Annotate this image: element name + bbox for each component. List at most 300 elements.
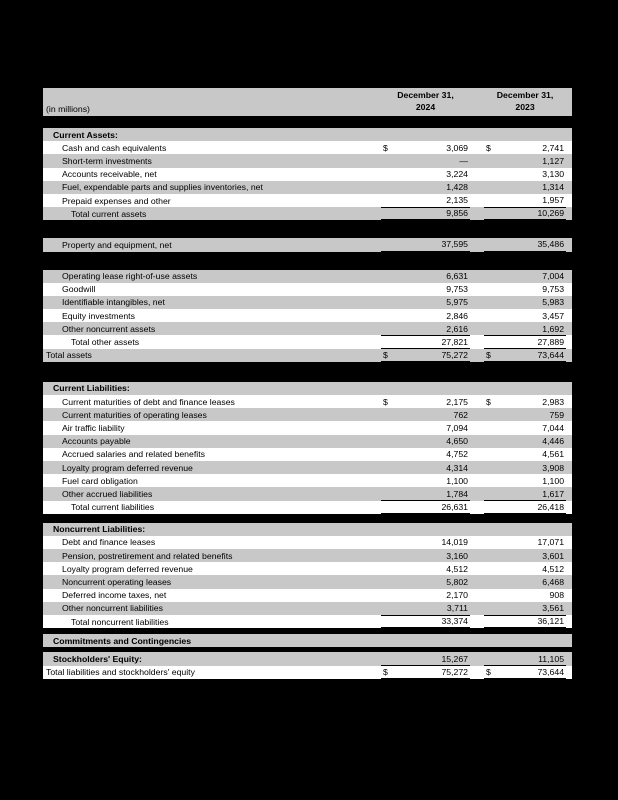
dollar-sign-2024 [381, 536, 397, 549]
row-right-pad [566, 652, 572, 665]
dollar-sign-2024 [381, 194, 397, 207]
column-gap [470, 154, 484, 167]
value-2023: 10,269 [500, 207, 566, 220]
value-2023: 7,004 [500, 270, 566, 283]
block-gap [43, 116, 572, 128]
table-row [43, 549, 572, 562]
column-gap [470, 562, 484, 575]
row-right-pad [566, 194, 572, 207]
value-2024: 6,631 [397, 270, 470, 283]
row-right-pad [566, 181, 572, 194]
column-header-2024-line2: 2024 [415, 101, 436, 112]
column-gap [470, 382, 484, 395]
table-row [43, 652, 572, 665]
value-2023: 35,486 [500, 238, 566, 251]
row-label: Operating lease right-of-use assets [43, 270, 381, 283]
table-row [43, 382, 572, 395]
row-right-pad [566, 634, 572, 647]
row-label: Noncurrent Liabilities: [43, 523, 381, 536]
table-row [43, 487, 572, 500]
row-right-pad [566, 589, 572, 602]
value-2023: 3,457 [500, 309, 566, 322]
dollar-sign-2024 [381, 562, 397, 575]
value-2023: 1,692 [500, 322, 566, 335]
dollar-sign-2023: $ [484, 666, 500, 679]
row-right-pad [566, 421, 572, 434]
column-gap [470, 322, 484, 335]
row-label: Total noncurrent liabilities [43, 615, 381, 628]
dollar-sign-2024 [381, 128, 397, 141]
value-2023 [500, 523, 566, 536]
dollar-sign-2023 [484, 238, 500, 251]
value-2024: 1,428 [397, 181, 470, 194]
column-gap [470, 207, 484, 220]
column-gap [470, 408, 484, 421]
value-2023: 4,561 [500, 448, 566, 461]
value-2024: 3,224 [397, 168, 470, 181]
value-2024: 75,272 [397, 349, 470, 362]
value-2024: 2,175 [397, 395, 470, 408]
row-label: Current maturities of debt and finance leases [43, 395, 381, 408]
dollar-sign-2023 [484, 549, 500, 562]
row-label: Accounts payable [43, 435, 381, 448]
balance-sheet-table [43, 88, 572, 680]
row-label: Accounts receivable, net [43, 168, 381, 181]
block-gap-cell [43, 116, 572, 128]
value-2023: 1,957 [500, 194, 566, 207]
dollar-sign-2024 [381, 615, 397, 628]
value-2023 [500, 634, 566, 647]
column-gap [470, 549, 484, 562]
table-row [43, 615, 572, 628]
table-row [43, 335, 572, 348]
value-2024: 4,752 [397, 448, 470, 461]
value-2024: 5,802 [397, 575, 470, 588]
row-label: Debt and finance leases [43, 536, 381, 549]
column-header-2023-line2: 2023 [515, 101, 535, 112]
row-right-pad [566, 523, 572, 536]
table-row [43, 589, 572, 602]
value-2023: 17,071 [500, 536, 566, 549]
table-row [43, 181, 572, 194]
row-right-pad [566, 154, 572, 167]
row-label: Total current assets [43, 207, 381, 220]
value-2023: 7,044 [500, 421, 566, 434]
row-label: Noncurrent operating leases [43, 575, 381, 588]
value-2023: 2,983 [500, 395, 566, 408]
dollar-sign-2023 [484, 448, 500, 461]
dollar-sign-2023 [484, 335, 500, 348]
column-gap [470, 448, 484, 461]
value-2023: 1,100 [500, 474, 566, 487]
table-row [43, 270, 572, 283]
row-label: Total current liabilities [43, 501, 381, 514]
table-row [43, 634, 572, 647]
column-gap [470, 501, 484, 514]
value-2023: 3,601 [500, 549, 566, 562]
header-row [43, 88, 572, 116]
value-2024: 4,650 [397, 435, 470, 448]
column-gap [470, 615, 484, 628]
column-gap [470, 395, 484, 408]
column-gap [470, 666, 484, 679]
value-2024: 2,170 [397, 589, 470, 602]
column-gap [470, 634, 484, 647]
value-2024: 2,846 [397, 309, 470, 322]
row-label: Loyalty program deferred revenue [43, 461, 381, 474]
dollar-sign-2023 [484, 501, 500, 514]
block-gap-cell [43, 514, 572, 523]
value-2024 [397, 128, 470, 141]
value-2023: 3,908 [500, 461, 566, 474]
dollar-sign-2024: $ [381, 395, 397, 408]
table-row [43, 501, 572, 514]
value-2024: 4,512 [397, 562, 470, 575]
dollar-sign-2023 [484, 154, 500, 167]
dollar-sign-2023 [484, 322, 500, 335]
row-right-pad [566, 309, 572, 322]
block-gap-cell [43, 362, 572, 382]
row-label: Current Assets: [43, 128, 381, 141]
table-row [43, 575, 572, 588]
value-2024: — [397, 154, 470, 167]
table-row [43, 474, 572, 487]
dollar-sign-2024 [381, 238, 397, 251]
dollar-sign-2023: $ [484, 141, 500, 154]
dollar-sign-2024 [381, 382, 397, 395]
value-2024: 75,272 [397, 666, 470, 679]
value-2024: 33,374 [397, 615, 470, 628]
dollar-sign-2023 [484, 270, 500, 283]
value-2024: 9,753 [397, 283, 470, 296]
table-row [43, 435, 572, 448]
row-right-pad [566, 382, 572, 395]
value-2024: 3,069 [397, 141, 470, 154]
block-gap [43, 362, 572, 382]
row-right-pad [566, 501, 572, 514]
header-column-gap [470, 88, 484, 116]
value-2023: 3,130 [500, 168, 566, 181]
dollar-sign-2024 [381, 461, 397, 474]
column-header-2023-line1: December 31, [496, 90, 554, 101]
row-right-pad [566, 435, 572, 448]
dollar-sign-2024 [381, 408, 397, 421]
column-gap [470, 536, 484, 549]
row-label: Fuel card obligation [43, 474, 381, 487]
block-gap-cell [43, 220, 572, 238]
column-gap [470, 602, 484, 615]
row-label: Loyalty program deferred revenue [43, 562, 381, 575]
column-gap [470, 589, 484, 602]
row-right-pad [566, 128, 572, 141]
block-gap-cell [43, 252, 572, 270]
dollar-sign-2024 [381, 634, 397, 647]
dollar-sign-2024: $ [381, 141, 397, 154]
row-right-pad [566, 322, 572, 335]
row-label: Total other assets [43, 335, 381, 348]
column-gap [470, 575, 484, 588]
column-gap [470, 487, 484, 500]
unit-label: (in millions) [43, 88, 381, 116]
column-gap [470, 435, 484, 448]
value-2024: 37,595 [397, 238, 470, 251]
dollar-sign-2023 [484, 168, 500, 181]
table-row [43, 283, 572, 296]
row-label: Identifiable intangibles, net [43, 296, 381, 309]
value-2023 [500, 128, 566, 141]
column-gap [470, 168, 484, 181]
value-2023 [500, 382, 566, 395]
dollar-sign-2023 [484, 181, 500, 194]
value-2024: 26,631 [397, 501, 470, 514]
row-label: Other noncurrent assets [43, 322, 381, 335]
row-label: Total assets [43, 349, 381, 362]
row-right-pad [566, 395, 572, 408]
row-right-pad [566, 536, 572, 549]
row-right-pad [566, 168, 572, 181]
value-2024: 14,019 [397, 536, 470, 549]
row-label: Property and equipment, net [43, 238, 381, 251]
row-right-pad [566, 349, 572, 362]
row-label: Commitments and Contingencies [43, 634, 381, 647]
row-label: Air traffic liability [43, 421, 381, 434]
value-2024 [397, 634, 470, 647]
value-2024: 3,711 [397, 602, 470, 615]
row-right-pad [566, 270, 572, 283]
value-2024: 4,314 [397, 461, 470, 474]
value-2023: 5,983 [500, 296, 566, 309]
table-row [43, 536, 572, 549]
value-2023: 26,418 [500, 501, 566, 514]
value-2023: 4,446 [500, 435, 566, 448]
dollar-sign-2023 [484, 589, 500, 602]
dollar-sign-2023 [484, 283, 500, 296]
dollar-sign-2024 [381, 575, 397, 588]
table-row [43, 128, 572, 141]
column-gap [470, 181, 484, 194]
row-label: Current maturities of operating leases [43, 408, 381, 421]
dollar-sign-2023 [484, 652, 500, 665]
header-right-pad [566, 88, 572, 116]
row-right-pad [566, 238, 572, 251]
column-header-2024-line1: December 31, [397, 90, 454, 101]
value-2023: 759 [500, 408, 566, 421]
dollar-sign-2024 [381, 181, 397, 194]
dollar-sign-2023 [484, 602, 500, 615]
value-2023: 9,753 [500, 283, 566, 296]
value-2024: 2,616 [397, 322, 470, 335]
column-gap [470, 523, 484, 536]
value-2024: 2,135 [397, 194, 470, 207]
dollar-sign-2023: $ [484, 395, 500, 408]
value-2024: 7,094 [397, 421, 470, 434]
value-2023: 2,741 [500, 141, 566, 154]
dollar-sign-2024 [381, 487, 397, 500]
column-gap [470, 309, 484, 322]
table-row [43, 448, 572, 461]
dollar-sign-2024 [381, 602, 397, 615]
table-row [43, 523, 572, 536]
table-row [43, 141, 572, 154]
row-right-pad [566, 474, 572, 487]
row-label: Accrued salaries and related benefits [43, 448, 381, 461]
dollar-sign-2024 [381, 335, 397, 348]
row-right-pad [566, 562, 572, 575]
block-gap [43, 514, 572, 523]
value-2024 [397, 523, 470, 536]
row-right-pad [566, 283, 572, 296]
row-label: Cash and cash equivalents [43, 141, 381, 154]
table-row [43, 168, 572, 181]
table-header [43, 88, 572, 116]
table-row [43, 238, 572, 251]
value-2024: 1,784 [397, 487, 470, 500]
table-row [43, 421, 572, 434]
dollar-sign-2024 [381, 523, 397, 536]
table-row [43, 461, 572, 474]
row-label: Equity investments [43, 309, 381, 322]
table-row [43, 194, 572, 207]
table-row [43, 408, 572, 421]
dollar-sign-2024 [381, 283, 397, 296]
column-gap [470, 128, 484, 141]
column-gap [470, 270, 484, 283]
table-body [43, 116, 572, 679]
dollar-sign-2024 [381, 435, 397, 448]
dollar-sign-2024 [381, 322, 397, 335]
dollar-sign-2024 [381, 207, 397, 220]
dollar-sign-2024 [381, 168, 397, 181]
dollar-sign-2024 [381, 448, 397, 461]
value-2023: 11,105 [500, 652, 566, 665]
value-2024 [397, 382, 470, 395]
value-2023: 6,468 [500, 575, 566, 588]
value-2023: 73,644 [500, 349, 566, 362]
row-label: Fuel, expendable parts and supplies inventories, net [43, 181, 381, 194]
row-right-pad [566, 335, 572, 348]
table-row [43, 207, 572, 220]
value-2024: 762 [397, 408, 470, 421]
row-label: Goodwill [43, 283, 381, 296]
row-label: Prepaid expenses and other [43, 194, 381, 207]
row-right-pad [566, 615, 572, 628]
dollar-sign-2023 [484, 487, 500, 500]
dollar-sign-2023 [484, 435, 500, 448]
dollar-sign-2023 [484, 575, 500, 588]
column-gap [470, 238, 484, 251]
table-row [43, 666, 572, 679]
value-2023: 3,561 [500, 602, 566, 615]
value-2023: 1,314 [500, 181, 566, 194]
column-header-2023 [484, 88, 566, 116]
column-gap [470, 335, 484, 348]
table-row [43, 602, 572, 615]
dollar-sign-2023: $ [484, 349, 500, 362]
dollar-sign-2024 [381, 549, 397, 562]
row-right-pad [566, 666, 572, 679]
row-label: Stockholders' Equity: [43, 652, 381, 665]
row-label: Current Liabilities: [43, 382, 381, 395]
value-2023: 4,512 [500, 562, 566, 575]
value-2023: 908 [500, 589, 566, 602]
row-label: Other accrued liabilities [43, 487, 381, 500]
dollar-sign-2024 [381, 296, 397, 309]
dollar-sign-2023 [484, 207, 500, 220]
value-2023: 73,644 [500, 666, 566, 679]
row-right-pad [566, 461, 572, 474]
dollar-sign-2024 [381, 309, 397, 322]
row-label: Total liabilities and stockholders' equity [43, 666, 381, 679]
dollar-sign-2023 [484, 296, 500, 309]
value-2024: 5,975 [397, 296, 470, 309]
dollar-sign-2024 [381, 589, 397, 602]
value-2024: 27,821 [397, 335, 470, 348]
dollar-sign-2023 [484, 461, 500, 474]
row-right-pad [566, 549, 572, 562]
row-right-pad [566, 602, 572, 615]
value-2024: 3,160 [397, 549, 470, 562]
row-right-pad [566, 487, 572, 500]
table-row [43, 349, 572, 362]
row-label: Other noncurrent liabilities [43, 602, 381, 615]
value-2023: 36,121 [500, 615, 566, 628]
column-gap [470, 349, 484, 362]
dollar-sign-2024 [381, 270, 397, 283]
column-gap [470, 461, 484, 474]
table-row [43, 562, 572, 575]
value-2023: 1,617 [500, 487, 566, 500]
row-right-pad [566, 141, 572, 154]
column-header-2024 [381, 88, 470, 116]
dollar-sign-2024 [381, 421, 397, 434]
column-gap [470, 141, 484, 154]
value-2024: 9,856 [397, 207, 470, 220]
table-row [43, 154, 572, 167]
dollar-sign-2023 [484, 194, 500, 207]
dollar-sign-2023 [484, 128, 500, 141]
row-right-pad [566, 448, 572, 461]
dollar-sign-2023 [484, 309, 500, 322]
dollar-sign-2023 [484, 421, 500, 434]
dollar-sign-2023 [484, 634, 500, 647]
dollar-sign-2023 [484, 474, 500, 487]
table-row [43, 322, 572, 335]
row-label: Pension, postretirement and related benefits [43, 549, 381, 562]
table-row [43, 395, 572, 408]
row-right-pad [566, 207, 572, 220]
table-row [43, 309, 572, 322]
dollar-sign-2024: $ [381, 666, 397, 679]
dollar-sign-2024: $ [381, 349, 397, 362]
row-right-pad [566, 296, 572, 309]
value-2023: 1,127 [500, 154, 566, 167]
dollar-sign-2023 [484, 615, 500, 628]
dollar-sign-2024 [381, 501, 397, 514]
block-gap [43, 220, 572, 238]
column-gap [470, 296, 484, 309]
dollar-sign-2023 [484, 382, 500, 395]
dollar-sign-2024 [381, 474, 397, 487]
dollar-sign-2023 [484, 536, 500, 549]
row-label: Short-term investments [43, 154, 381, 167]
table-row [43, 296, 572, 309]
column-gap [470, 652, 484, 665]
value-2024: 15,267 [397, 652, 470, 665]
dollar-sign-2023 [484, 408, 500, 421]
value-2023: 27,889 [500, 335, 566, 348]
column-gap [470, 474, 484, 487]
column-gap [470, 194, 484, 207]
